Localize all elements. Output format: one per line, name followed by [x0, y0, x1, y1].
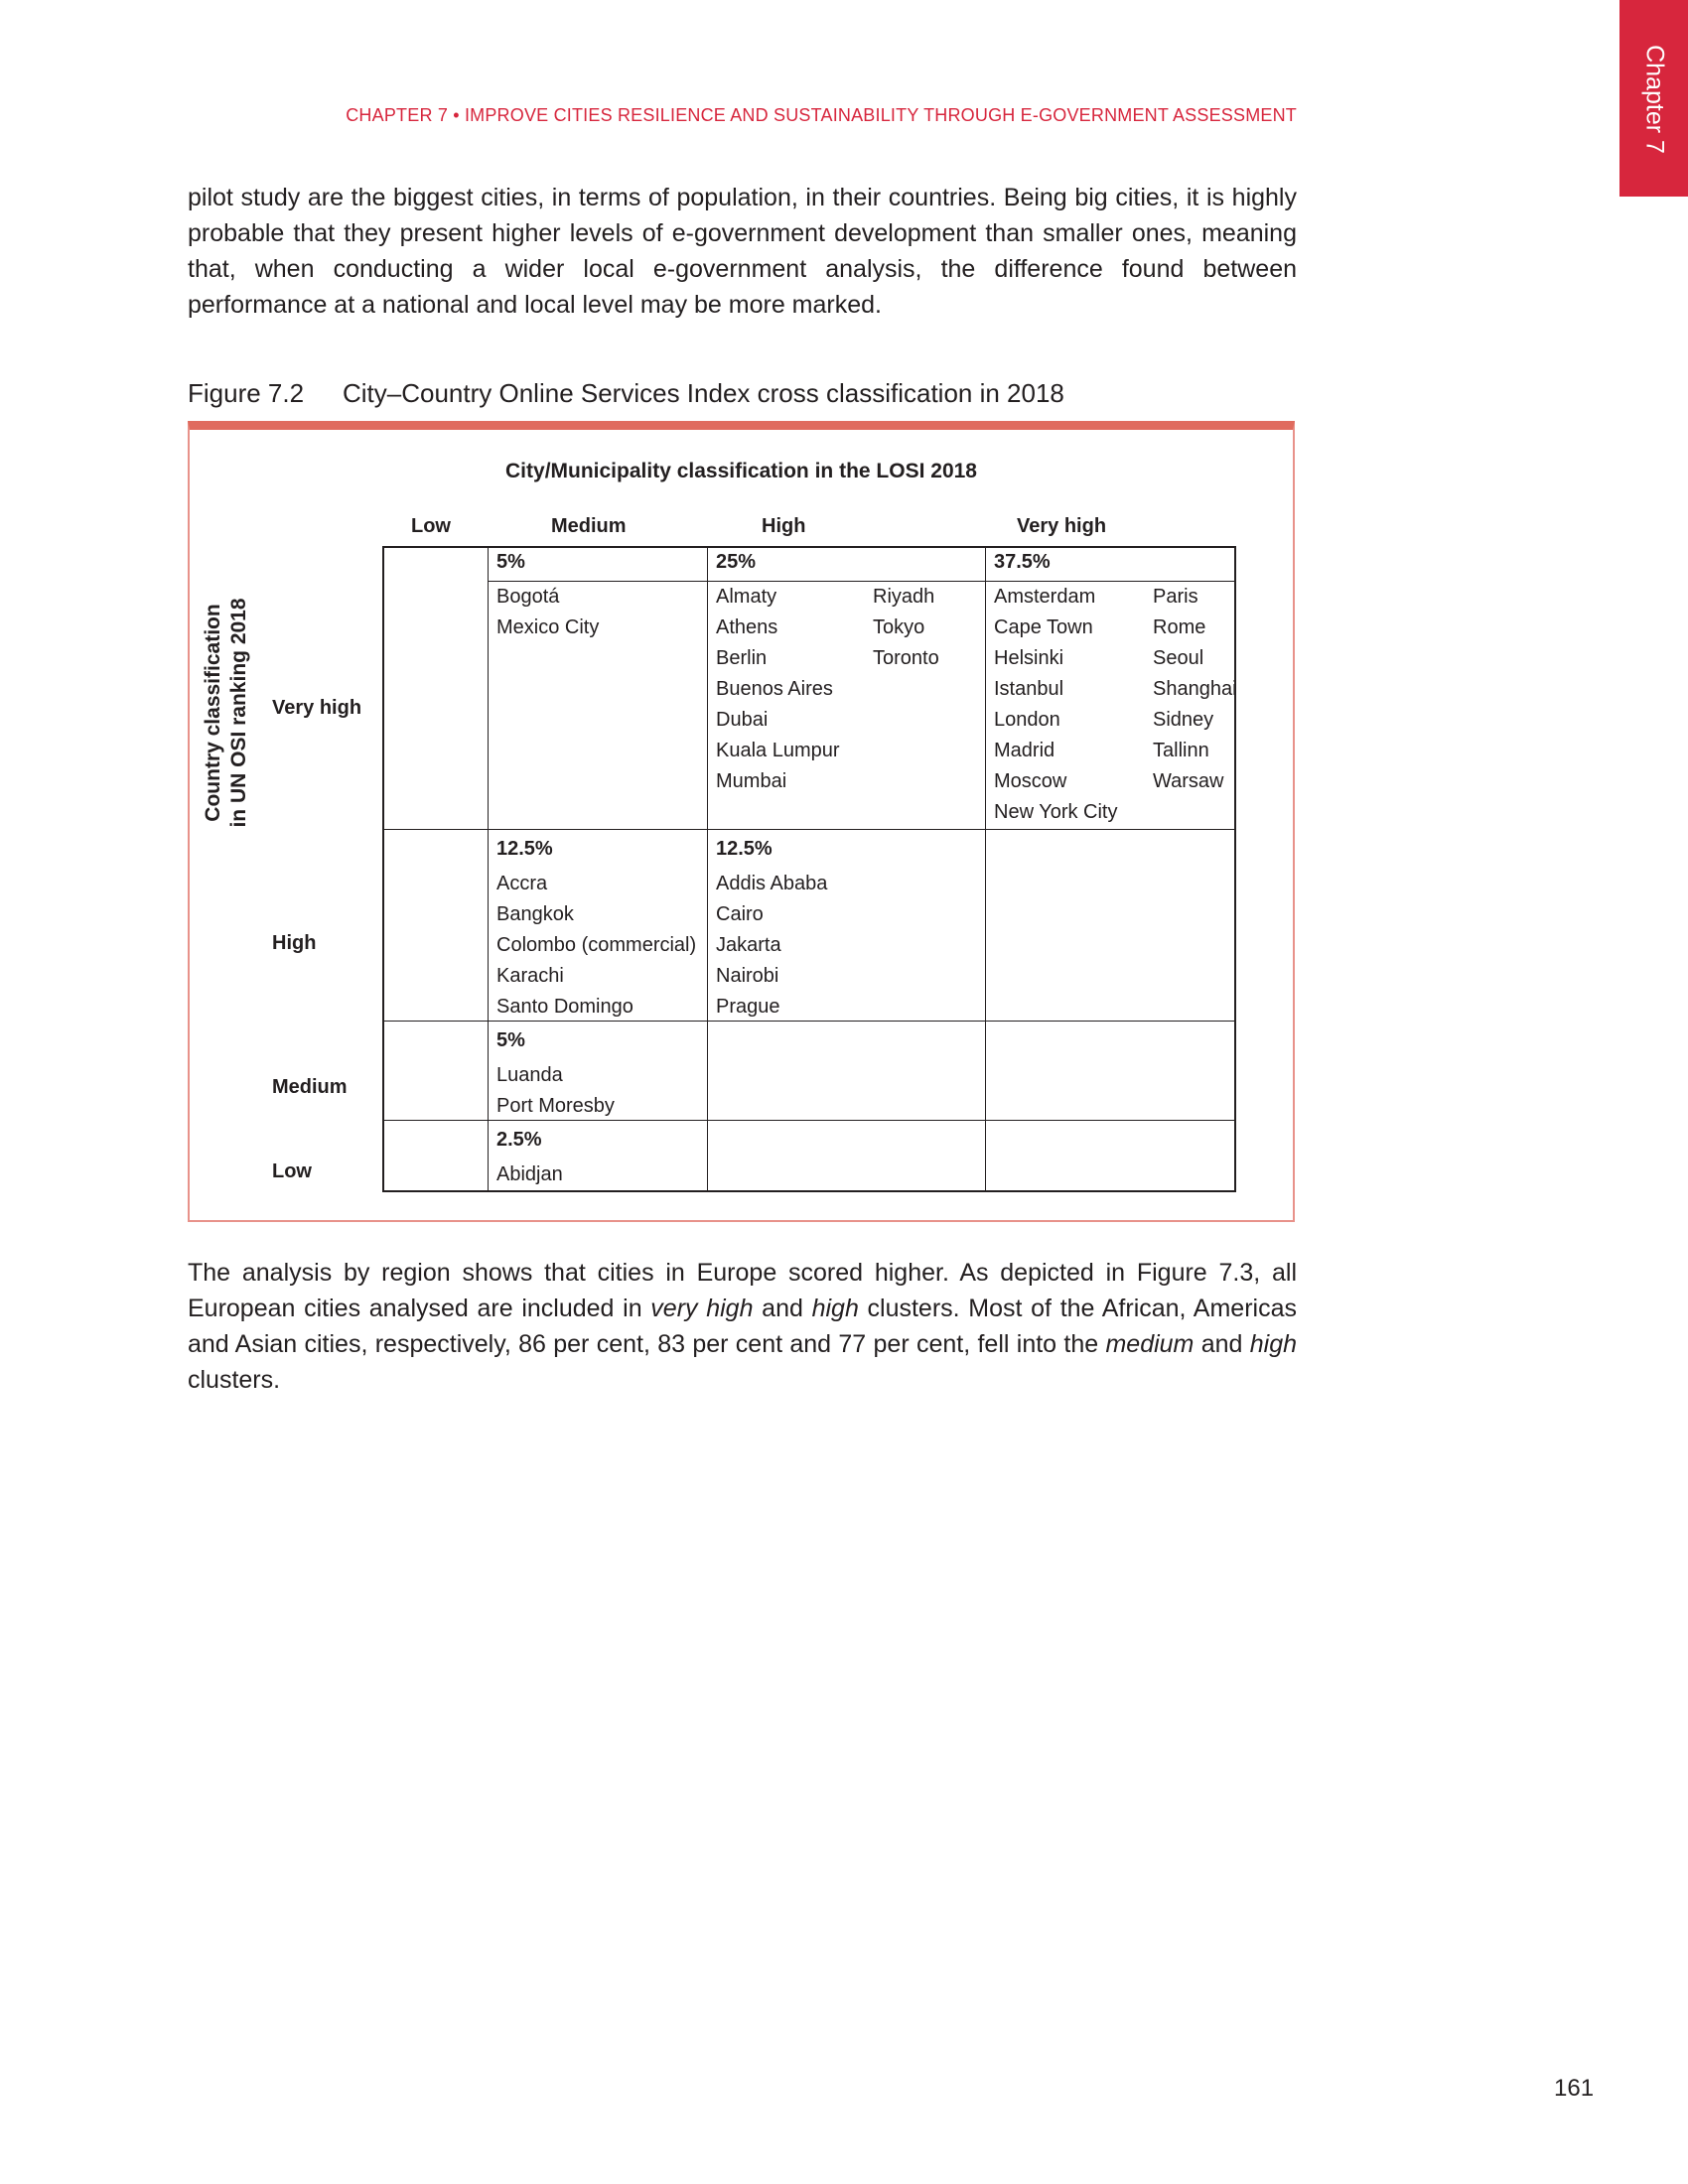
- cell-percentage: 37.5%: [994, 551, 1051, 573]
- column-header-high: High: [762, 515, 806, 537]
- city-name: Cairo: [716, 903, 764, 925]
- column-header-medium: Medium: [551, 515, 627, 537]
- city-name: Jakarta: [716, 934, 781, 956]
- city-name: Sidney: [1153, 709, 1214, 731]
- city-name: Moscow: [994, 770, 1067, 792]
- city-name: Addis Ababa: [716, 873, 828, 894]
- cell-medium-medium: [496, 1025, 615, 1122]
- chapter-tab-label: Chapter 7: [1640, 45, 1668, 154]
- cell-veryhigh-veryhigh-col2: [1153, 582, 1237, 797]
- city-name: Almaty: [716, 586, 777, 608]
- city-name: Nairobi: [716, 965, 779, 987]
- row-header-high: High: [272, 932, 317, 954]
- cell-veryhigh-high-col2: [873, 582, 939, 674]
- intro-paragraph: pilot study are the biggest cities, in terms of population, in their countries. Being big cities, it is highly probable that they present higher levels of e-government development than smaller ones, meaning that, when conducting a wider local e-government analysis, the difference found between performance at a national and local level may be more marked.: [188, 184, 1297, 319]
- city-name: Colombo (commercial): [496, 934, 697, 956]
- outro-text: clusters. Most of the African, Americas and Asian cities, respectively, 86 per cent, 83 per cent and 77 per cent, fell into the: [188, 1295, 1297, 1358]
- city-name: Port Moresby: [496, 1095, 615, 1117]
- city-name: Amsterdam: [994, 586, 1096, 608]
- city-name: Shanghai: [1153, 678, 1237, 700]
- grid-column-divider: [707, 548, 708, 1190]
- row-axis-label: [202, 594, 250, 832]
- city-name: Karachi: [496, 965, 564, 987]
- classification-grid: [382, 546, 1236, 1192]
- grid-column-divider: [985, 548, 986, 1190]
- city-name: Abidjan: [496, 1163, 563, 1185]
- cell-percentage: 5%: [496, 1029, 525, 1051]
- grid-row-divider: [488, 581, 1234, 582]
- city-name: Buenos Aires: [716, 678, 833, 700]
- row-header-very-high: Very high: [272, 697, 362, 719]
- city-name: Accra: [496, 873, 548, 894]
- city-name: Prague: [716, 996, 780, 1018]
- city-name: Luanda: [496, 1064, 563, 1086]
- city-name: Mexico City: [496, 616, 600, 638]
- city-name: Rome: [1153, 616, 1206, 638]
- outro-emphasis: medium: [1105, 1330, 1195, 1358]
- city-name: Madrid: [994, 740, 1055, 761]
- cell-veryhigh-medium: [496, 547, 599, 643]
- figure-frame: [188, 421, 1295, 1222]
- row-axis-label-line1: Country classification: [202, 604, 224, 822]
- city-name: Tokyo: [873, 616, 925, 638]
- city-name: Kuala Lumpur: [716, 740, 840, 761]
- city-name: Cape Town: [994, 616, 1093, 638]
- city-name: London: [994, 709, 1060, 731]
- cell-high-medium: [496, 834, 696, 1023]
- cell-percentage: 25%: [716, 551, 757, 573]
- column-axis-label: City/Municipality classification in the LOSI 2018: [505, 460, 977, 482]
- outro-emphasis: very high: [650, 1295, 754, 1322]
- cell-high-high: [716, 834, 827, 1023]
- cell-percentage: 12.5%: [716, 838, 773, 860]
- city-name: Berlin: [716, 647, 768, 669]
- cell-percentage: 5%: [496, 551, 525, 573]
- city-name: Seoul: [1153, 647, 1204, 669]
- cell-low-medium: [496, 1125, 563, 1190]
- outro-paragraph: [188, 1255, 1297, 1398]
- row-axis-label-line2: in UN OSI ranking 2018: [227, 598, 250, 828]
- city-name: New York City: [994, 801, 1118, 823]
- city-name: Helsinki: [994, 647, 1064, 669]
- outro-emphasis: high: [811, 1295, 859, 1322]
- chapter-tab: [1619, 0, 1688, 197]
- city-name: Warsaw: [1153, 770, 1224, 792]
- city-name: Bangkok: [496, 903, 574, 925]
- row-header-medium: Medium: [272, 1076, 348, 1098]
- outro-emphasis: high: [1249, 1330, 1298, 1358]
- page-number: 161: [1554, 2075, 1595, 2102]
- figure-number: Figure 7.2: [188, 378, 305, 408]
- city-name: Bogotá: [496, 586, 560, 608]
- outro-text: and: [1194, 1330, 1250, 1358]
- grid-column-divider: [488, 548, 489, 1190]
- city-name: Dubai: [716, 709, 769, 731]
- figure-title: [188, 378, 1064, 409]
- city-name: Athens: [716, 616, 778, 638]
- city-name: Riyadh: [873, 586, 935, 608]
- row-header-low: Low: [272, 1160, 312, 1182]
- cell-percentage: 12.5%: [496, 838, 553, 860]
- column-header-very-high: Very high: [1017, 515, 1107, 537]
- city-name: Tallinn: [1153, 740, 1209, 761]
- city-name: Paris: [1153, 586, 1198, 608]
- outro-text: clusters.: [188, 1366, 281, 1394]
- city-name: Toronto: [873, 647, 939, 669]
- outro-text: The analysis by region shows that cities in Europe scored higher. As depicted in Figure 7.3, all European cities analysed are included in: [188, 1259, 1297, 1322]
- grid-row-divider: [384, 829, 1234, 830]
- cell-percentage: 2.5%: [496, 1129, 542, 1151]
- outro-text: and: [753, 1295, 812, 1322]
- running-header: CHAPTER 7 • IMPROVE CITIES RESILIENCE AND SUSTAINABILITY THROUGH E-GOVERNMENT ASSESSMENT: [346, 105, 1297, 125]
- city-name: Santo Domingo: [496, 996, 633, 1018]
- cell-veryhigh-veryhigh: [994, 547, 1118, 828]
- cell-veryhigh-high: [716, 547, 840, 797]
- figure-caption: City–Country Online Services Index cross classification in 2018: [343, 378, 1064, 408]
- city-name: Istanbul: [994, 678, 1064, 700]
- column-header-low: Low: [411, 515, 451, 537]
- city-name: Mumbai: [716, 770, 787, 792]
